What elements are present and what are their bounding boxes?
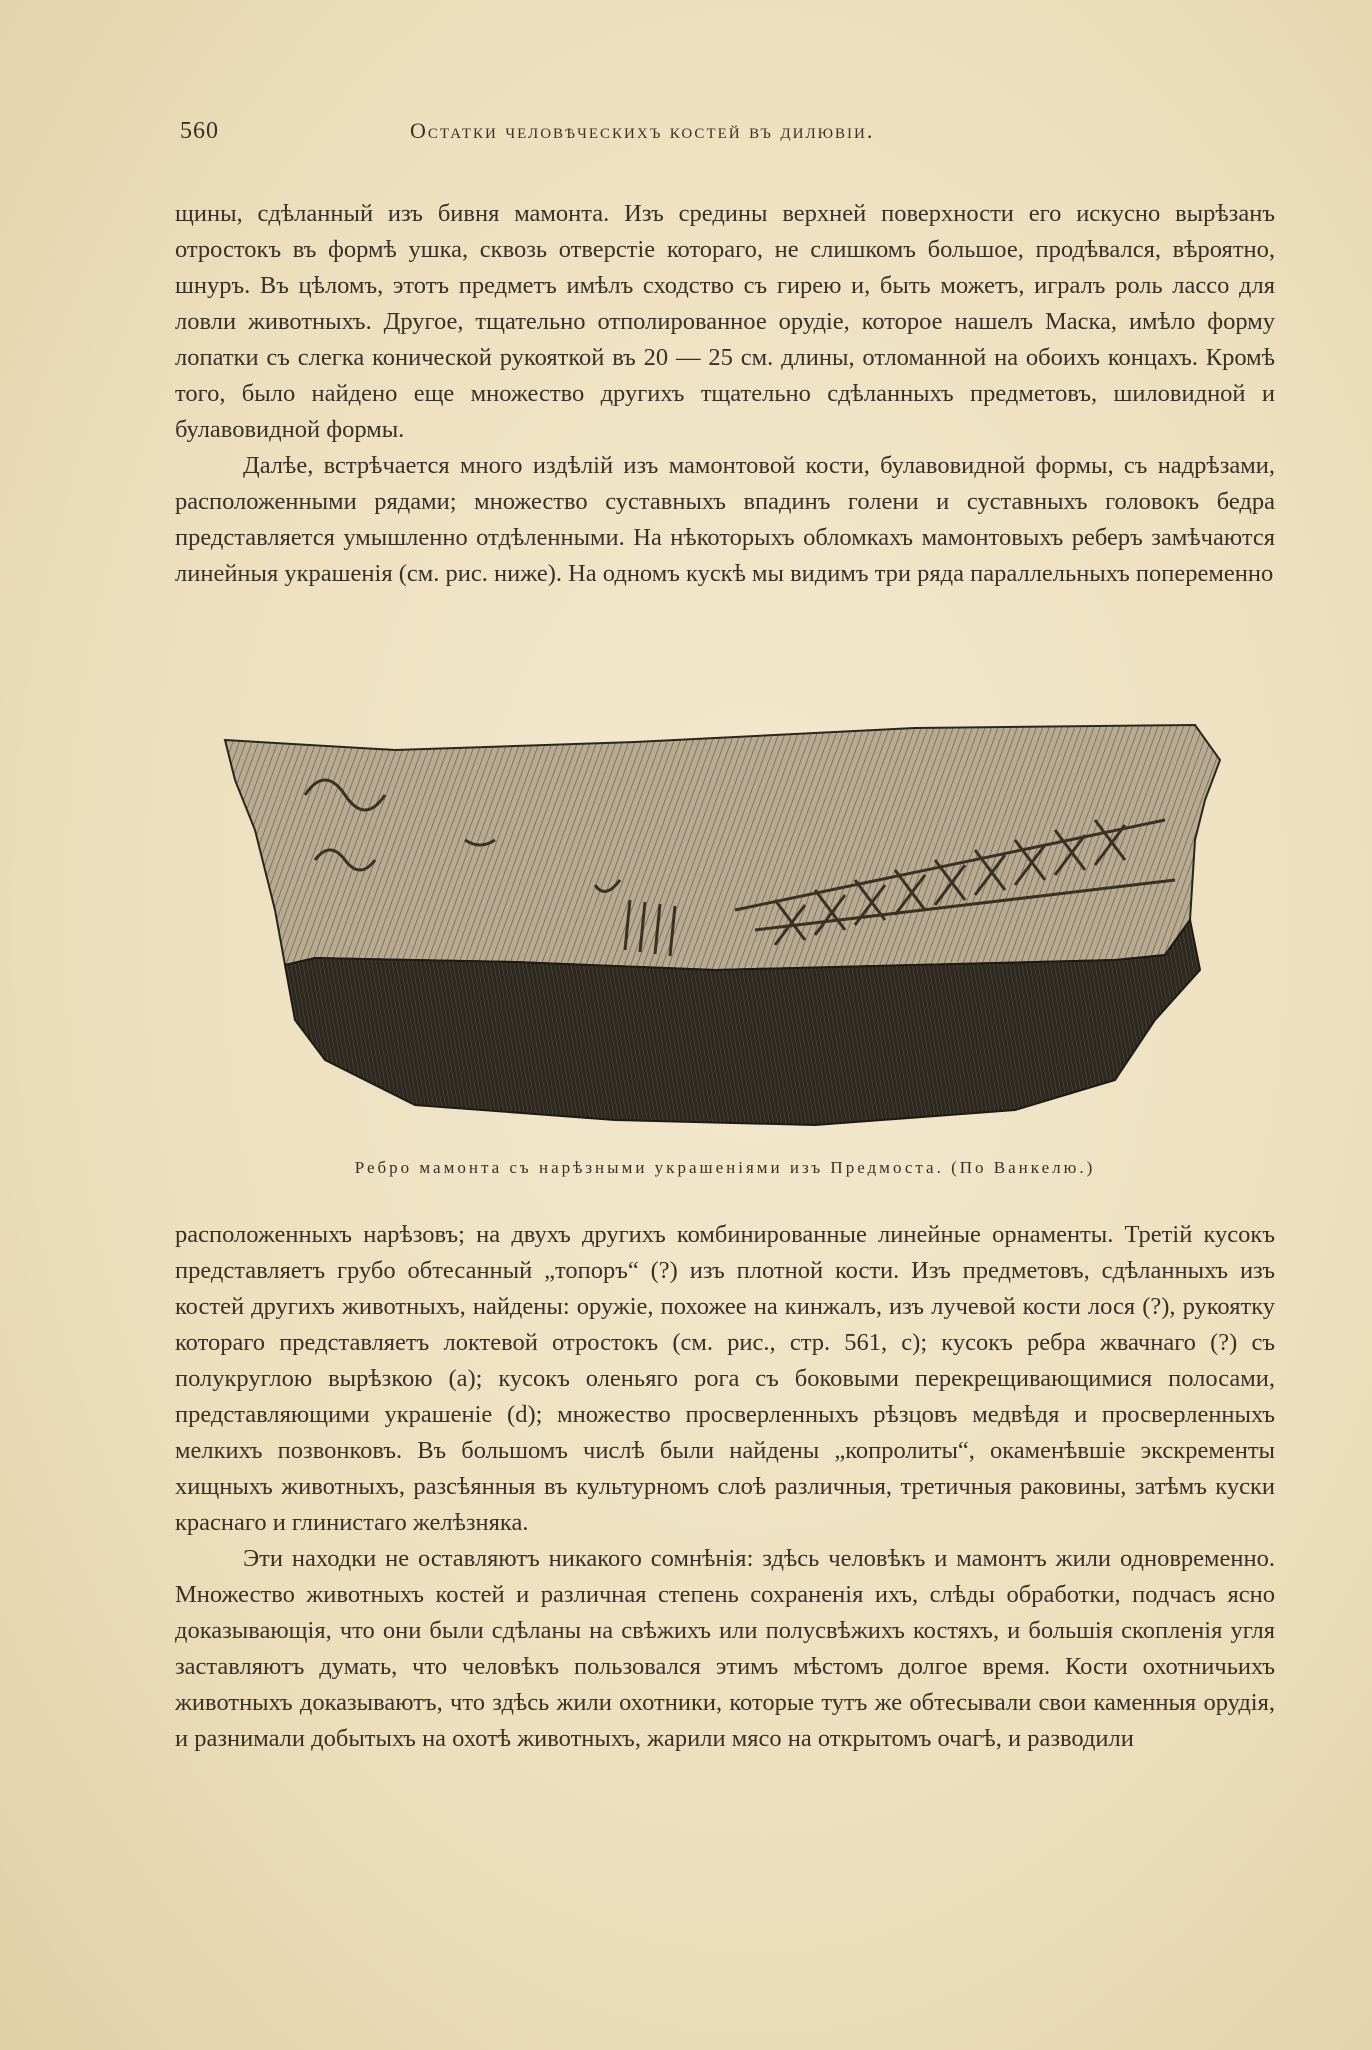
running-title: Остатки человѣческихъ костей въ дилювіи. <box>410 118 875 143</box>
text-block-bottom <box>175 1217 1275 1757</box>
page-number: 560 <box>180 118 219 144</box>
engraving-image <box>215 720 1225 1150</box>
text-block-top <box>175 196 1275 592</box>
mammoth-rib-illustration <box>215 720 1225 1150</box>
paragraph: расположенныхъ нарѣзовъ; на двухъ другихъ комбинированные линейные орнаменты. Третій кусокъ представляетъ грубо обтесанный „топоръ“ (?) изъ плотной кости. Изъ предметовъ, сдѣланныхъ изъ костей другихъ животныхъ, найдены: оружіе, похожее на кинжалъ, изъ лучевой кости лося (?), рукоятку котораго представляетъ локтевой отростокъ (см. рис., стр. 561, c); кусокъ ребра жвачнаго (?) съ полукруглою вырѣзкою (a); кусокъ оленьяго рога съ боковыми перекрещивающимися полосами, представляющими украшеніе (d); множество просверленныхъ рѣзцовъ медвѣдя и просверленныхъ мелкихъ позвонковъ. Въ большомъ числѣ были найдены „копролиты“, окаменѣвшіе экскременты хищныхъ животныхъ, разсѣянныя въ культурномъ слоѣ различныя, третичныя раковины, затѣмъ куски краснаго и глинистаго желѣзняка. <box>175 1221 1275 1536</box>
paragraph: щины, сдѣланный изъ бивня мамонта. Изъ средины верхней поверхности его искусно вырѣзанъ отростокъ въ формѣ ушка, сквозь отверстіе котораго, не слишкомъ большое, продѣвался, вѣроятно, шнуръ. Въ цѣломъ, этотъ предметъ имѣлъ сходство съ гирею и, быть можетъ, игралъ роль лассо для ловли животныхъ. Другое, тщательно отполированное орудіе, которое нашелъ Маска, имѣло форму лопатки съ слегка конической рукояткой въ 20 — 25 см. длины, отломанной на обоихъ концахъ. Кромѣ того, было найдено еще множество другихъ тщательно сдѣланныхъ предметовъ, шиловидной и булавовидной формы. <box>175 200 1275 443</box>
paragraph: Эти находки не оставляютъ никакого сомнѣнія: здѣсь человѣкъ и мамонтъ жили одновременно. Множество животныхъ костей и различная степень сохраненія ихъ, слѣды обработки, подчасъ ясно доказывающія, что они были сдѣланы на свѣжихъ или полусвѣжихъ костяхъ, и большія скопленія угля заставляютъ думать, что человѣкъ пользовался этимъ мѣстомъ долгое время. Кости охотничьихъ животныхъ доказываютъ, что здѣсь жили охотники, которые тутъ же обтесывали свои каменныя орудія, и разнимали добытыхъ на охотѣ животныхъ, жарили мясо на открытомъ очагѣ, и разводили <box>175 1545 1275 1752</box>
figure-caption: Ребро мамонта съ нарѣзными украшеніями изъ Предмоста. (По Ванкелю.) <box>354 1158 1096 1177</box>
paragraph: Далѣе, встрѣчается много издѣлій изъ мамонтовой кости, булавовидной формы, съ надрѣзами, расположенными рядами; множество суставныхъ впадинъ голени и суставныхъ головокъ бедра представляется умышленно отдѣленными. На нѣкоторыхъ обломкахъ мамонтовыхъ реберъ замѣчаются линейныя украшенія (см. рис. ниже). На одномъ кускѣ мы видимъ три ряда параллельныхъ попеременно <box>175 452 1275 587</box>
page-header <box>180 118 1280 148</box>
